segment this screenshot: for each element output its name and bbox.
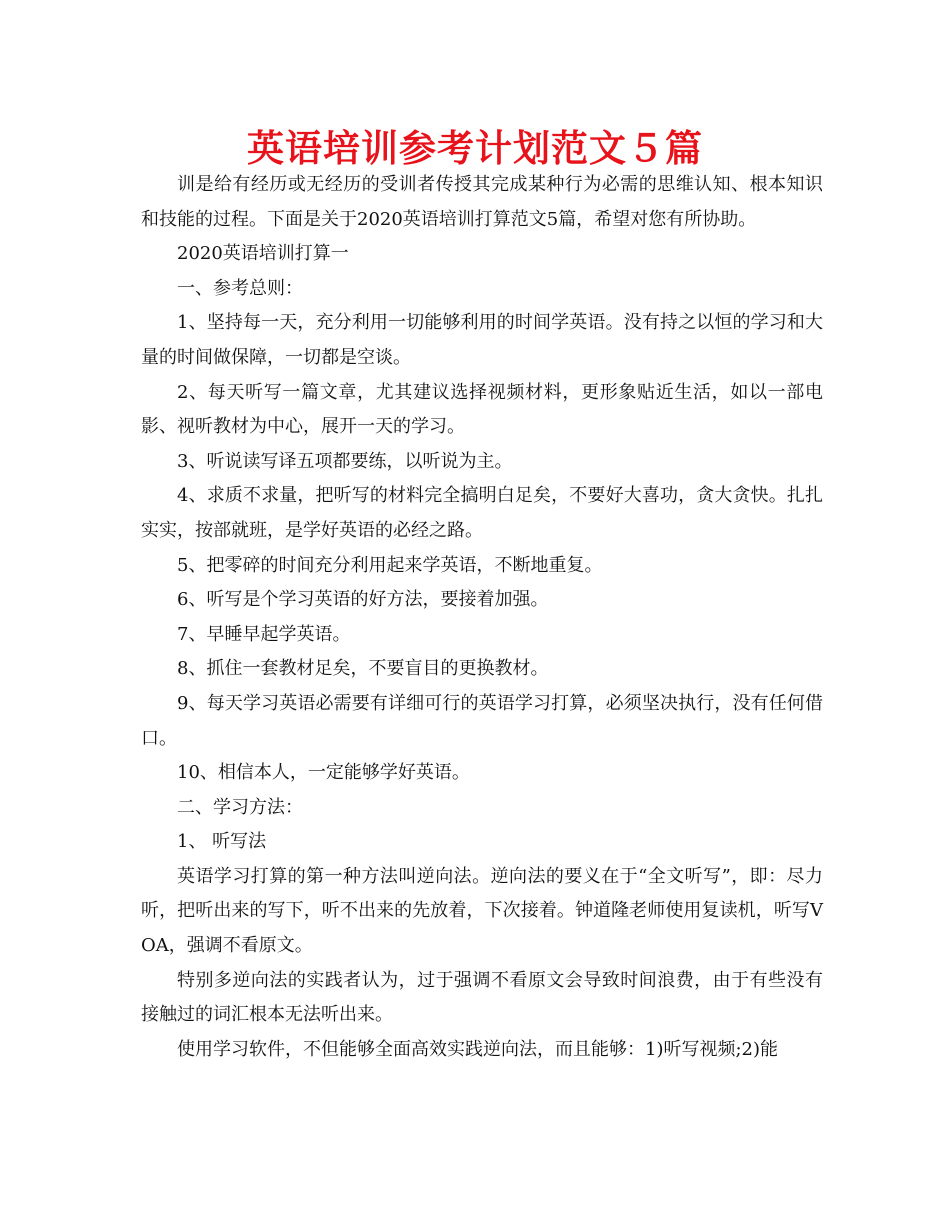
paragraph-body: 特别多逆向法的实践者认为，过于强调不看原文会导致时间浪费，由于有些没有接触过的词汇根本无法听出来。 <box>141 969 823 1026</box>
document-title: 英语培训参考计划范文５篇 <box>247 127 703 170</box>
paragraph-item: 3、听说读写译五项都要练，以听说为主。 <box>177 450 513 472</box>
paragraph-body: 使用学习软件，不但能够全面高效实践逆向法，而且能够：1)听写视频;2)能 <box>177 1038 779 1060</box>
paragraph-item: 5、把零碎的时间充分利用起来学英语，不断地重复。 <box>177 554 603 576</box>
paragraph-subheading: 1、 听写法 <box>177 831 267 853</box>
paragraph-body: 英语学习打算的第一种方法叫逆向法。逆向法的要义在于“全文听写”，即：尽力听，把听出来的写下，听不出来的先放着，下次接着。钟道隆老师使用复读机，听写VOA，强调不看原文。 <box>141 865 823 957</box>
paragraph-item: 6、听写是个学习英语的好方法，要接着加强。 <box>177 589 549 611</box>
paragraph-item: 7、早睡早起学英语。 <box>177 623 351 645</box>
paragraph-item: 1、坚持每一天，充分利用一切能够利用的时间学英语。没有持之以恒的学习和大量的时间做保障，一切都是空谈。 <box>141 312 823 368</box>
paragraph-item: 10、相信本人，一定能够学好英语。 <box>177 762 470 784</box>
paragraph-section-heading: 二、学习方法： <box>177 796 303 818</box>
paragraph-section-heading: 一、参考总则： <box>177 277 303 299</box>
paragraph-item: 8、抓住一套教材足矣，不要盲目的更换教材。 <box>177 658 549 680</box>
document-body <box>141 168 823 1067</box>
paragraph-intro: 训是给有经历或无经历的受训者传授其完成某种行为必需的思维认知、根本知识和技能的过程。下面是关于2020英语培训打算范文5篇，希望对您有所协助。 <box>141 174 823 230</box>
paragraph-item: 4、求质不求量，把听写的材料完全搞明白足矣，不要好大喜功，贪大贪快。扎扎实实，按部就班，是学好英语的必经之路。 <box>141 485 823 541</box>
paragraph-item: 9、每天学习英语必需要有详细可行的英语学习打算，必须坚决执行，没有任何借口。 <box>141 692 823 749</box>
paragraph-plan-heading: 2020英语培训打算一 <box>177 243 349 265</box>
paragraph-item: 2、每天听写一篇文章，尤其建议选择视频材料，更形象贴近生活，如以一部电影、视听教材为中心，展开一天的学习。 <box>141 381 823 438</box>
